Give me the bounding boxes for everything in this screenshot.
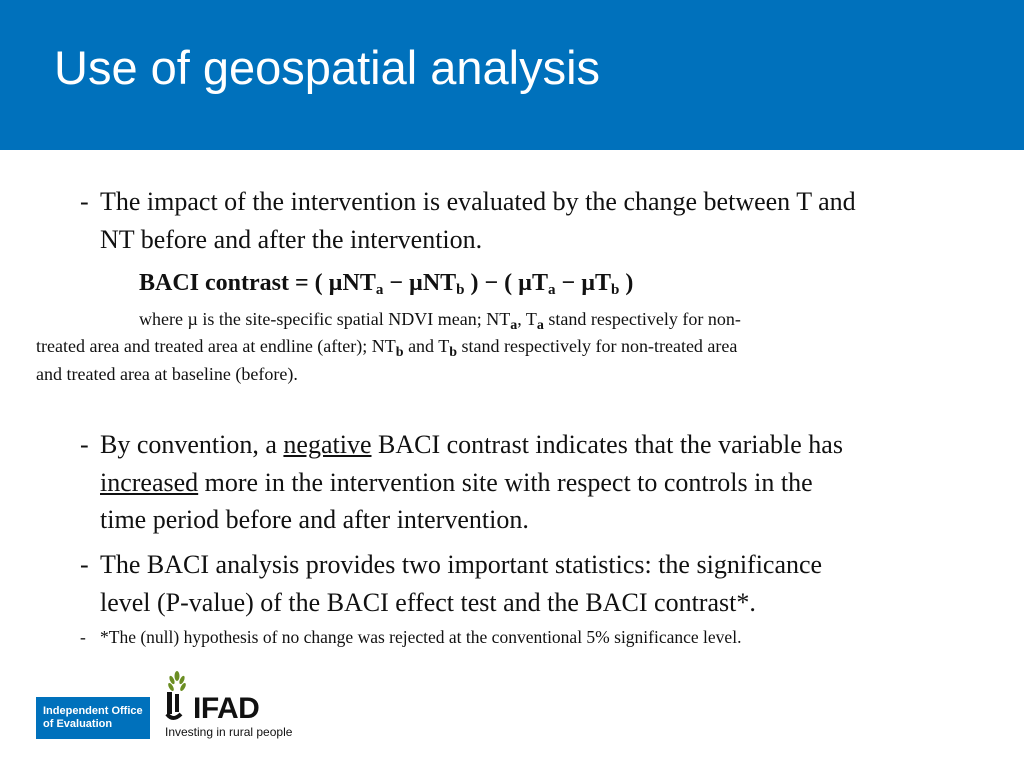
formula-subscript: a	[548, 282, 556, 298]
footnote-dash: -	[80, 627, 86, 647]
footnote-text: *The (null) hypothesis of no change was rejected at the conventional 5% significance level.	[100, 627, 742, 647]
formula-part: − µT	[555, 270, 612, 296]
bullet-text-line: By convention, a negative BACI contrast indicates that the variable has	[100, 430, 843, 459]
formula-part: BACI contrast = ( µNT	[139, 270, 376, 296]
bullet-text-line: NT before and after the intervention.	[100, 225, 483, 254]
bullet-text-line: time period before and after intervention.	[100, 505, 529, 534]
baci-formula	[139, 267, 633, 306]
ioe-logo-line: Independent Office	[43, 705, 143, 717]
explanation-line: and treated area at baseline (before).	[36, 364, 298, 384]
slide-title: Use of geospatial analysis	[54, 41, 601, 94]
ifad-wordmark: IFAD	[193, 692, 260, 725]
ioe-logo-line: of Evaluation	[43, 718, 113, 730]
underlined-word: increased	[100, 468, 199, 497]
bullet-text-line: The impact of the intervention is evaluated by the change between T and	[100, 187, 856, 216]
explanation-line: treated area and treated area at endline (after); $NT_b$ and $T_b$ stand respectively for non-treated area	[36, 336, 738, 360]
wheat-emblem-icon	[163, 670, 195, 722]
formula-subscript: b	[456, 282, 465, 298]
formula-subscript: b	[611, 282, 620, 298]
formula-part: − µNT	[383, 270, 457, 296]
bullet-dash: -	[80, 550, 89, 579]
ifad-logo	[163, 670, 313, 742]
bullet-dash: -	[80, 430, 89, 459]
formula-part: )	[619, 270, 634, 296]
bullet-text-line: The BACI analysis provides two important statistics: the significance	[100, 550, 823, 579]
underlined-word: negative	[283, 430, 372, 459]
formula-part: ) − ( µT	[464, 270, 549, 296]
bullet-dash: -	[80, 187, 89, 216]
ifad-tagline: Investing in rural people	[165, 725, 293, 739]
explanation-line: where µ is the site-specific spatial NDVI mean; $NT_a$, $T_a$ stand respectively for non-	[139, 309, 741, 333]
formula-subscript: a	[375, 282, 384, 298]
bullet-text-line: level (P-value) of the BACI effect test and the BACI contrast*.	[100, 588, 756, 617]
ioe-logo	[36, 697, 150, 739]
bullet-text-line: increased more in the intervention site with respect to controls in the	[100, 468, 813, 497]
title-banner	[0, 0, 1024, 150]
